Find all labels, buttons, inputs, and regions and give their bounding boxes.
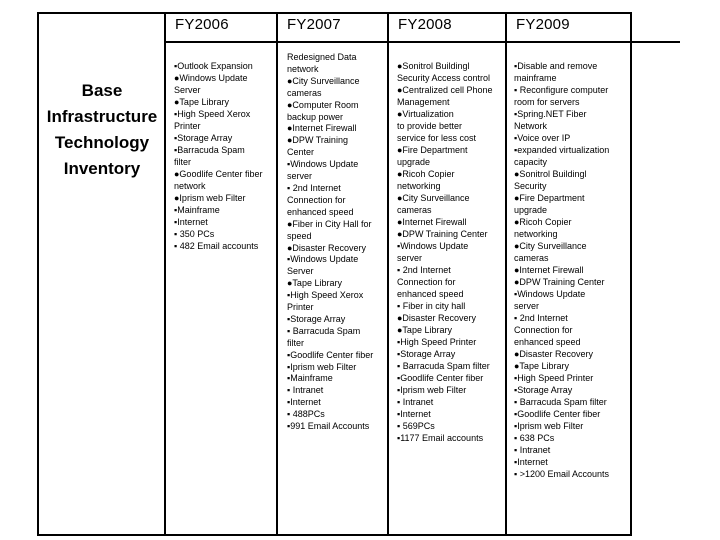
- list-item: Security Access control: [397, 73, 491, 83]
- list-item: capacity: [514, 157, 548, 167]
- list-item: ●Windows Update: [174, 73, 248, 83]
- list-item: to provide better: [397, 121, 463, 131]
- list-item: ▪ Intranet: [514, 445, 551, 455]
- list-item: networking: [397, 181, 441, 191]
- list-item: ▪Internet: [287, 397, 321, 408]
- list-item: ●DPW Training Center: [514, 277, 605, 287]
- list-item: ▪Storage Array: [397, 349, 456, 359]
- list-item: ▪ Barracuda Spam: [287, 325, 361, 336]
- list-item: ▪Goodlife Center fiber: [287, 349, 374, 360]
- list-item: ▪ 482 Email accounts: [174, 241, 259, 251]
- list-item: ●Fire Department: [514, 193, 585, 203]
- list-item: Connection for: [397, 277, 456, 287]
- list-item: ●Tape Library: [174, 97, 229, 107]
- list-item: Security: [514, 181, 547, 191]
- list-item: server: [514, 301, 540, 311]
- list-item: ▪Goodlife Center fiber: [514, 409, 601, 419]
- list-item: ●Ricoh Copier: [397, 169, 455, 179]
- list-item: filter: [174, 157, 192, 167]
- list-item: ●Disaster Recovery: [514, 349, 593, 359]
- list-item: Redesigned Data: [287, 52, 357, 62]
- list-item: ▪High Speed Xerox: [287, 290, 364, 301]
- list-item: ▪ Intranet: [397, 397, 434, 407]
- list-item: upgrade: [397, 157, 431, 167]
- list-item: ●Disaster Recovery: [287, 242, 366, 253]
- header-fy2007: FY2007: [287, 16, 341, 33]
- list-item: ●Iprism web Filter: [174, 193, 246, 203]
- list-item: ●Internet Firewall: [514, 265, 584, 275]
- list-item: ●City Surveillance: [287, 75, 360, 86]
- list-item: ●Internet Firewall: [287, 123, 357, 134]
- list-item: ●Disaster Recovery: [397, 313, 476, 323]
- list-item: ●Sonitrol Buildingl: [514, 169, 587, 179]
- list-item: ●Tape Library: [287, 278, 342, 289]
- header-fy2008: FY2008: [398, 16, 452, 33]
- list-item: ▪expanded virtualization: [514, 145, 610, 155]
- column-divider-2: [276, 12, 278, 536]
- list-item: ▪ 569PCs: [397, 421, 435, 431]
- list-item: networking: [514, 229, 558, 239]
- list-item: ●City Surveillance: [397, 193, 470, 203]
- list-item: ▪Storage Array: [514, 385, 573, 395]
- list-item: ▪Mainframe: [287, 373, 333, 384]
- list-item: ▪Iprism web Filter: [514, 421, 584, 431]
- list-item: ●Centralized cell Phone: [397, 85, 493, 95]
- list-item: ●Tape Library: [514, 361, 569, 371]
- list-item: room for servers: [514, 97, 580, 107]
- title-line: Base: [81, 81, 123, 100]
- title-line: Infrastructure: [46, 107, 158, 126]
- table-border-left: [37, 12, 39, 536]
- list-item: enhanced speed: [287, 206, 354, 217]
- list-item: ●Ricoh Copier: [514, 217, 572, 227]
- list-item: ▪Mainframe: [174, 205, 220, 215]
- column-divider-4: [505, 12, 507, 536]
- list-item: Network: [514, 121, 548, 131]
- list-item: ▪Iprism web Filter: [397, 385, 467, 395]
- list-item: Server: [174, 85, 201, 95]
- header-fy2009: FY2009: [516, 16, 570, 33]
- list-item: cameras: [514, 253, 549, 263]
- list-item: ▪Disable and remove: [514, 61, 598, 71]
- list-item: ●Computer Room: [287, 99, 359, 110]
- header-fy2006: FY2006: [175, 16, 229, 33]
- list-item: cameras: [397, 205, 432, 215]
- list-item: network: [287, 63, 319, 74]
- list-item: ▪High Speed Printer: [514, 373, 594, 383]
- list-item: ▪Storage Array: [174, 133, 233, 143]
- list-item: ▪Windows Update: [287, 254, 359, 265]
- list-item: ▪ 488PCs: [287, 409, 325, 420]
- title-line: Inventory: [63, 159, 141, 178]
- list-item: Printer: [287, 302, 314, 313]
- list-item: speed: [287, 230, 312, 241]
- table-border-bottom: [37, 534, 632, 536]
- list-item: ▪Outlook Expansion: [174, 61, 253, 71]
- list-item: backup power: [287, 111, 344, 122]
- list-item: cameras: [287, 87, 322, 98]
- list-item: ▪High Speed Xerox: [174, 109, 251, 119]
- list-item: ▪ Reconfigure computer: [514, 85, 609, 95]
- list-item: Connection for: [287, 194, 346, 205]
- list-item: ▪Voice over IP: [514, 133, 571, 143]
- table-border-top: [37, 12, 632, 14]
- list-item: mainframe: [514, 73, 557, 83]
- list-item: ●Fire Department: [397, 145, 468, 155]
- list-item: ▪ 2nd Internet: [397, 265, 451, 275]
- list-item: upgrade: [514, 205, 548, 215]
- list-item: ●Goodlife Center fiber: [174, 169, 263, 179]
- column-fy2006: [174, 60, 262, 252]
- list-item: Connection for: [514, 325, 573, 335]
- list-item: ▪Storage Array: [287, 313, 346, 324]
- list-item: ▪ Barracuda Spam filter: [514, 397, 607, 407]
- list-item: server: [397, 253, 423, 263]
- list-item: ▪Windows Update: [397, 241, 469, 251]
- list-item: enhanced speed: [397, 289, 464, 299]
- column-divider-1: [164, 12, 166, 536]
- list-item: ▪Internet: [174, 217, 208, 227]
- list-item: ▪ 350 PCs: [174, 229, 215, 239]
- list-item: ●Fiber in City Hall for: [287, 218, 372, 229]
- list-item: filter: [287, 337, 305, 348]
- list-item: Printer: [174, 121, 201, 131]
- list-item: ▪Windows Update: [287, 159, 359, 170]
- list-item: ▪Internet: [514, 457, 548, 467]
- list-item: server: [287, 171, 313, 182]
- list-item: ●Tape Library: [397, 325, 452, 335]
- list-item: ●City Surveillance: [514, 241, 587, 251]
- list-item: enhanced speed: [514, 337, 581, 347]
- list-item: Server: [287, 266, 314, 277]
- column-fy2007: [287, 52, 373, 433]
- list-item: ▪ 2nd Internet: [514, 313, 568, 323]
- list-item: ●Internet Firewall: [397, 217, 467, 227]
- header-rule: [164, 41, 680, 43]
- column-fy2009: [514, 60, 609, 480]
- list-item: ●DPW Training Center: [397, 229, 488, 239]
- list-item: ▪1177 Email accounts: [397, 433, 484, 443]
- list-item: ▪Windows Update: [514, 289, 586, 299]
- list-item: ▪ >1200 Email Accounts: [514, 469, 609, 479]
- list-item: ▪Iprism web Filter: [287, 361, 357, 372]
- list-item: ▪ Fiber in city hall: [397, 301, 466, 311]
- list-item: ●DPW Training: [287, 135, 348, 146]
- column-fy2008: [397, 60, 493, 444]
- title-line: Technology: [54, 133, 150, 152]
- list-item: ▪High Speed Printer: [397, 337, 477, 347]
- list-item: ▪ Barracuda Spam filter: [397, 361, 490, 371]
- list-item: ▪ 638 PCs: [514, 433, 555, 443]
- list-item: ▪Internet: [397, 409, 431, 419]
- list-item: ●Sonitrol Buildingl: [397, 61, 470, 71]
- list-item: ▪ Intranet: [287, 385, 324, 396]
- table-title: [40, 78, 164, 182]
- list-item: ▪ 2nd Internet: [287, 182, 341, 193]
- list-item: service for less cost: [397, 133, 477, 143]
- list-item: ▪991 Email Accounts: [287, 421, 370, 432]
- list-item: ▪Barracuda Spam: [174, 145, 245, 155]
- list-item: ▪Spring.NET Fiber: [514, 109, 587, 119]
- list-item: ▪Goodlife Center fiber: [397, 373, 484, 383]
- list-item: Management: [397, 97, 450, 107]
- list-item: Center: [287, 147, 315, 158]
- list-item: ●Virtualization: [397, 109, 454, 119]
- column-divider-3: [387, 12, 389, 536]
- list-item: network: [174, 181, 206, 191]
- table-border-right: [630, 12, 632, 536]
